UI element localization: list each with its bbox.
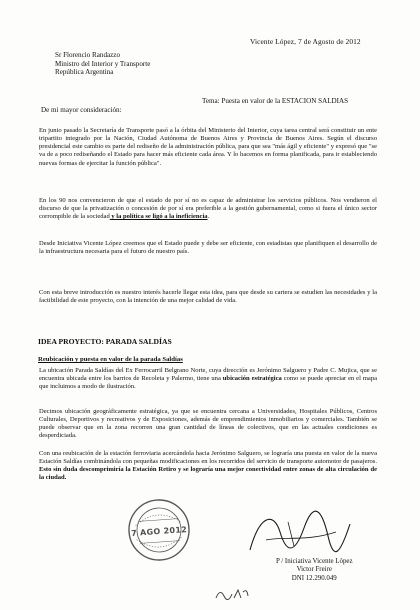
letter-date: Vicente López, 7 de Agosto de 2012 bbox=[250, 37, 361, 46]
section-title: IDEA PROYECTO: PARADA SALDÍAS bbox=[38, 337, 172, 346]
paragraph-span: . bbox=[207, 213, 210, 221]
paragraph-text: Desde Iniciativa Vicente López creemos que el Estado puede y debe ser eficiente, con estadistas que planifiquen el desarrollo de la infraestructura necesaria para el futuro de nuestro país. bbox=[39, 240, 377, 256]
signature-icon bbox=[236, 506, 356, 566]
paragraph-text: Decimos ubicación geográficamente estratégica, ya que se encuentra cercana a Universidades, Hospitales Públicos, Centros Culturales, Deportivos y recreativos y de Exposiciones, además de emprendimientos inmobiliarios y comerciales. También se puede observar que en la zona recorren una gran cantidad de líneas de colectivos, que en las actuales condiciones es desperdiciada. bbox=[39, 408, 377, 440]
reception-stamp bbox=[125, 496, 193, 564]
stamp-date: 7 AGO 2012 bbox=[130, 525, 188, 538]
letter-greeting: De mi mayor consideración: bbox=[41, 106, 122, 114]
emphasis-span: Esto sin duda descomprimiría la Estación Retiro y se lograría una mejor conectividad entre zonas de alta circulación de la ciudad. bbox=[39, 466, 377, 482]
paragraph-span: En los 90 nos convencieron de que el estado de por sí no es capaz de administrar los servicios públicos. Nos vendieron el discurso de que la privatización o concesión de por sí era preferible a la gestión gubernamental, como si fuera el único sector corrompible de la sociedad bbox=[39, 197, 377, 221]
paragraph-text bbox=[39, 197, 377, 221]
signer-line: Victor Freire bbox=[296, 566, 332, 574]
emphasis-span: y la política se ligó a la ineficiencia bbox=[109, 213, 208, 221]
paragraph-text: Con esta breve introducción es nuestro interés hacerle llegar esta idea, para que desde su cartera se estudien las necesidades y la factibilidad de este proyecto, con la intención de una mejor calidad de vida. bbox=[39, 289, 377, 305]
paragraph-text bbox=[39, 450, 377, 483]
signer-line: P / Iniciativa Vicente López bbox=[276, 558, 353, 565]
paragraph-text: En junio pasado la Secretaría de Transporte pasó a la órbita del Ministerio del Interior, cuya tarea central será constituir un ente tripartito integrado por la Nación, Ciudad Autónoma de Buenos Aires y Provincia de Buenos Aires. Según el discurso presidencial este cambio es parte del rediseño de la administración pública, para que sea "más ágil y eficiente" y expresó que "se va de a poco rediseñando el Estado para hacer más eficiente cada área. Y lo hacemos en forma planificada, para ir estableciendo nuevas formas de ejercitar la función pública". bbox=[39, 127, 377, 167]
addressee-line: Ministro del Interior y Transporte bbox=[55, 59, 151, 68]
paragraph-purpose bbox=[39, 289, 377, 305]
paragraph-intro bbox=[39, 127, 377, 168]
addressee-block bbox=[55, 51, 150, 77]
paragraph-location bbox=[39, 367, 377, 391]
signer-line: DNI 12.290.049 bbox=[291, 574, 337, 582]
handwritten-mark-icon bbox=[212, 584, 252, 606]
letter-subject: Tema: Puesta en valor de la ESTACION SALDIAS bbox=[202, 97, 349, 105]
paragraph-span: como se puede apreciar en el mapa que incluimos a modo de ilustración. bbox=[39, 375, 377, 391]
section-subtitle: Reubicación y puesta en valor de la parada Saldías bbox=[38, 356, 183, 363]
paragraph-span: La ubicación Parada Saldías del Ex Ferrocarril Belgrano Norte, cuya dirección es Jerónimo Salguero y Padre C. Mujica, que se encuentra ubicada entre los barrios de Recoleta y Palermo, tiene una bbox=[39, 367, 377, 383]
paragraph-relocation bbox=[39, 450, 377, 483]
addressee-line: Sr Florencio Randazzo bbox=[55, 51, 121, 59]
addressee-line: República Argentina bbox=[55, 68, 114, 77]
signer-block bbox=[276, 558, 353, 583]
paragraph-initiative bbox=[39, 240, 377, 256]
paragraph-text bbox=[39, 367, 377, 391]
paragraph-strategic bbox=[39, 408, 377, 441]
emphasis-span: ubicación estratégica bbox=[222, 375, 282, 383]
paragraph-nineties bbox=[39, 197, 377, 221]
paragraph-span: Con una reubicación de la estación ferroviaria acercándola hacia Jerónimo Salguero, se lograría una puesta en valor de la nueva Estación Saldías combinándola con pequeñas modificaciones en los recorridos del servicio de transporte automotor de pasajeros. bbox=[39, 450, 377, 466]
